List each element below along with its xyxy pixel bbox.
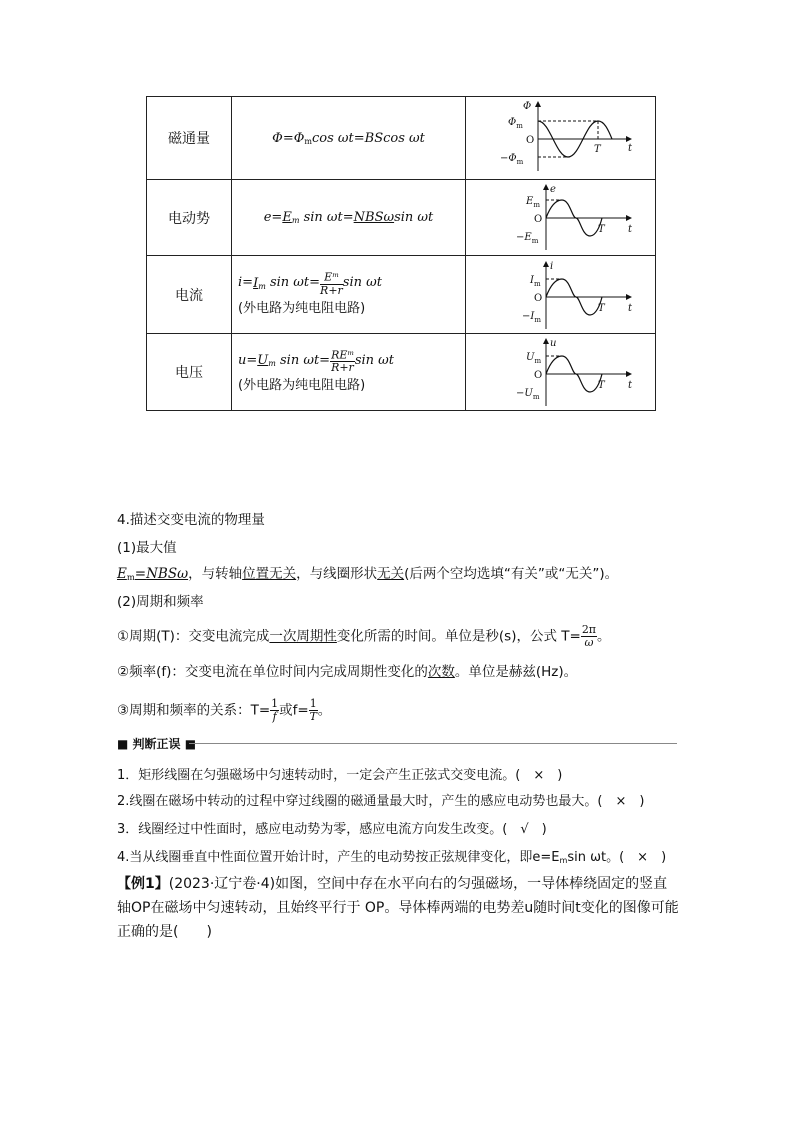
svg-text:−Φm: $-\Phi_m$ [499, 153, 523, 166]
flux-graph-cell [466, 97, 656, 180]
emf-formula: $e=E_m$ sin ωt=NBSωsin ωt [232, 180, 466, 256]
period-frequency-relation: ③周期和频率的关系：T= $\frac{1}{f}$ 或f= $\frac{1}{T}$ 。 [117, 697, 332, 723]
svg-text:O: O [533, 213, 542, 225]
judge-heading [117, 735, 677, 751]
period-definition: ①周期(T)：交变电流完成一次周期性变化所需的时间。单位是秒(s)，公式 T= $\frac{2\pi}{\omega}$ 。 [117, 623, 611, 649]
example-tag: 【例1】 [117, 876, 169, 892]
judge-item-2: 2.线圈在磁场中转动的过程中穿过线圈的磁通量最大时，产生的感应电动势也最大。( × ) [117, 794, 645, 809]
svg-text:i: i [549, 260, 553, 272]
svg-text:O: O [525, 135, 534, 146]
svg-text:Φm: $\Phi_m$ [507, 117, 523, 130]
current-sine-graph [486, 259, 636, 331]
current-graph-cell [466, 256, 656, 334]
row-label: 磁通量 [147, 97, 232, 180]
svg-text:t: t [627, 302, 632, 314]
formula-table [146, 96, 656, 411]
svg-text:O: O [533, 292, 542, 304]
example-1 [117, 872, 679, 944]
subsection-period-frequency: (2)周期和频率 [117, 594, 204, 610]
judge-item-4: 4.当从线圈垂直中性面位置开始计时，产生的电动势按正弦规律变化，即$e=E_m\sin$ ωt。( × ) [117, 850, 667, 865]
voltage-formula: $u=U_m$ sin ωt= $\frac{RE^m}{R+r}$ sin ωt (外电路为纯电阻电路) [232, 334, 466, 411]
subsection-max-value: (1)最大值 [117, 540, 177, 556]
svg-text:t: t [627, 143, 632, 154]
svg-text:Φ: Φ [522, 101, 531, 112]
flux-formula: $\Phi=\Phi_m\cos$ ωt=BScos ωt [232, 97, 466, 180]
svg-text:u: u [549, 338, 556, 349]
judge-item-1: 1．矩形线圈在匀强磁场中匀速转动时，一定会产生正弦式交变电流。( × ) [117, 768, 563, 783]
svg-text:−Em: $-E_m$ [515, 231, 538, 245]
judge-heading-label: ■ 判断正误 ■ [117, 735, 200, 752]
svg-text:O: O [533, 370, 542, 381]
table-row [147, 97, 656, 180]
judge-heading-rule [189, 743, 677, 744]
table-row [147, 256, 656, 334]
svg-text:T: T [597, 302, 605, 314]
flux-cosine-graph [486, 99, 636, 177]
frequency-definition: ②频率(f)：交变电流在单位时间内完成周期性变化的次数。单位是赫兹(Hz)。 [117, 664, 578, 680]
svg-text:T: T [597, 223, 605, 235]
svg-text:Im: $I_m$ [529, 274, 541, 288]
current-formula: $i=I_m$ sin ωt= $\frac{E^m}{R+r}$ sin ωt (外电路为纯电阻电路) [232, 256, 466, 334]
svg-text:T: T [597, 380, 605, 391]
max-value-line: $E_m=NBS\omega$，与转轴位置无关，与线圈形状无关(后两个空均选填“有关”或“无关”)。 [117, 566, 619, 583]
svg-text:t: t [627, 223, 632, 235]
row-label: 电流 [147, 256, 232, 334]
section-title: 4.描述交变电流的物理量 [117, 512, 265, 528]
table-row [147, 334, 656, 411]
table-row [147, 180, 656, 256]
svg-text:e: e [549, 183, 556, 195]
example-text: (2023·辽宁卷·4)如图，空间中存在水平向右的匀强磁场，一导体棒绕固定的竖直轴OP在磁场中匀速转动，且始终平行于 OP。导体棒两端的电势差u随时间t变化的图像可能正确的是( ) [117, 876, 679, 940]
row-label: 电动势 [147, 180, 232, 256]
emf-graph-cell [466, 180, 656, 256]
judge-item-3: 3．线圈经过中性面时，感应电动势为零，感应电流方向发生改变。( √ ) [117, 822, 547, 837]
svg-text:−Im: $-I_m$ [521, 310, 541, 324]
voltage-graph-cell [466, 334, 656, 411]
svg-text:−Um: $-U_m$ [515, 388, 539, 401]
svg-text:Em: $E_m$ [525, 195, 540, 209]
emf-sine-graph [486, 182, 636, 254]
svg-text:t: t [627, 380, 632, 391]
row-label: 电压 [147, 334, 232, 411]
svg-text:Um: $U_m$ [525, 352, 541, 365]
svg-text:T: T [593, 144, 601, 155]
voltage-sine-graph [486, 336, 636, 408]
